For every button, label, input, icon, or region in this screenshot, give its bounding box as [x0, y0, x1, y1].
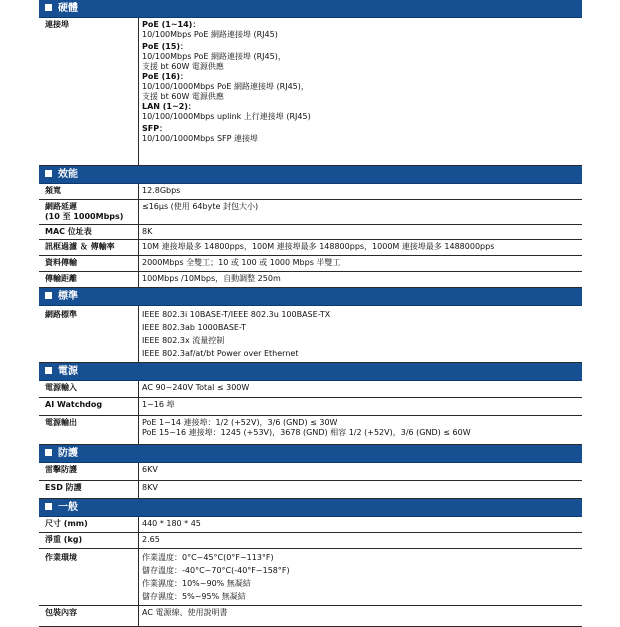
spec-value	[139, 240, 582, 255]
spec-value-line: 10/100/1000Mbps uplink 上行連接埠 (RJ45)	[142, 112, 311, 121]
spec-label-line: 作業環境	[45, 553, 77, 562]
spec-value-line: 作業濕度：10%~90% 無凝結	[142, 579, 251, 588]
spec-label	[39, 240, 139, 255]
spec-subheading: SFP：	[142, 124, 168, 133]
spec-value-line: 支援 bt 60W 電源供應	[142, 62, 224, 71]
spec-subheading: PoE (16)：	[142, 72, 189, 81]
spec-value-line: 10/100Mbps PoE 網路連接埠 (RJ45)，	[142, 52, 286, 61]
section-header	[39, 0, 582, 18]
spec-row	[39, 225, 582, 240]
spec-label	[39, 256, 139, 271]
spec-label	[39, 184, 139, 199]
spec-subheading: PoE (15)：	[142, 42, 189, 51]
spec-label-line: 連接埠	[45, 20, 69, 29]
spec-row	[39, 463, 582, 481]
spec-label	[39, 463, 139, 480]
spec-row	[39, 306, 582, 363]
spec-label-line: 訊框過濾 ＆ 傳輸率	[45, 242, 115, 251]
spec-label	[39, 517, 139, 532]
square-bullet-icon	[45, 503, 52, 510]
spec-row	[39, 549, 582, 606]
spec-row	[39, 272, 582, 288]
spec-row	[39, 381, 582, 398]
spec-value	[139, 381, 582, 397]
spec-value-line: 440 * 180 * 45	[142, 519, 201, 528]
spec-row	[39, 240, 582, 256]
spec-value-line: 2000Mbps 全雙工；10 或 100 或 1000 Mbps 半雙工	[142, 258, 341, 267]
spec-value-line: 10/100/1000Mbps PoE 網路連接埠 (RJ45)，	[142, 82, 309, 91]
spec-value-line: PoE 1~14 連接埠：1/2 (+52V)，3/6 (GND) ≤ 30W	[142, 418, 338, 427]
spec-label-line: 包裝內容	[45, 608, 77, 617]
spec-value-line: 儲存濕度：5%~95% 無凝結	[142, 592, 246, 601]
spec-value-line: 2.65	[142, 535, 160, 544]
spec-value	[139, 200, 582, 224]
square-bullet-icon	[45, 4, 52, 11]
spec-label	[39, 306, 139, 362]
spec-value	[139, 225, 582, 239]
spec-label-line: ESD 防護	[45, 483, 82, 492]
spec-label-line: 淨重 (kg)	[45, 535, 83, 544]
spec-value	[139, 549, 582, 605]
square-bullet-icon	[45, 170, 52, 177]
spec-value	[139, 416, 582, 444]
spec-label	[39, 398, 139, 415]
spec-label-line: AI Watchdog	[45, 400, 103, 409]
section-title: 效能	[58, 169, 78, 180]
section-title: 電源	[58, 366, 78, 377]
spec-label	[39, 225, 139, 239]
spec-label-line: 網路延遲	[45, 202, 77, 211]
spec-value-line: 10M 連接埠最多 14800pps，100M 連接埠最多 148800pps，1000M 連接埠最多 1488000pps	[142, 242, 495, 251]
spec-table	[39, 0, 582, 627]
spec-label	[39, 606, 139, 626]
spec-label-line: 傳輸距離	[45, 274, 77, 283]
spec-label	[39, 18, 139, 165]
section-title: 防護	[58, 448, 78, 459]
spec-label	[39, 533, 139, 548]
spec-value-line: 10/100Mbps PoE 網路連接埠 (RJ45)	[142, 30, 278, 39]
spec-row	[39, 184, 582, 200]
spec-value-line: IEEE 802.3x 流量控制	[142, 336, 225, 345]
spec-label	[39, 272, 139, 287]
spec-value	[139, 481, 582, 498]
spec-label	[39, 416, 139, 444]
spec-value-line: AC 90~240V Total ≤ 300W	[142, 383, 250, 392]
section-header	[39, 445, 582, 463]
spec-value	[139, 306, 582, 362]
spec-label-line: 尺寸 (mm)	[45, 519, 88, 528]
spec-value-line: 100Mbps /10Mbps，自動調整 250m	[142, 274, 281, 283]
spec-value-line: 6KV	[142, 465, 158, 474]
spec-row	[39, 256, 582, 272]
spec-label	[39, 549, 139, 605]
spec-value-line: IEEE 802.3ab 1000BASE-T	[142, 323, 246, 332]
spec-row	[39, 200, 582, 225]
section-title: 一般	[58, 502, 78, 513]
section-header	[39, 499, 582, 517]
spec-row	[39, 533, 582, 549]
section-header	[39, 288, 582, 306]
spec-label-line: 電源輸入	[45, 383, 77, 392]
spec-value	[139, 533, 582, 548]
spec-value	[139, 517, 582, 532]
spec-subheading: PoE (1~14)：	[142, 20, 201, 29]
spec-label-line: (10 至 1000Mbps)	[45, 212, 124, 221]
spec-value	[139, 272, 582, 287]
spec-value	[139, 398, 582, 415]
spec-value	[139, 606, 582, 626]
spec-value-line: 儲存溫度：-40°C~70°C(-40°F~158°F)	[142, 566, 290, 575]
spec-value-line: AC 電源線、使用說明書	[142, 608, 228, 617]
spec-value-line: 12.8Gbps	[142, 186, 181, 195]
square-bullet-icon	[45, 292, 52, 299]
section-header	[39, 363, 582, 381]
section-title: 標準	[58, 291, 78, 302]
spec-row	[39, 18, 582, 166]
spec-value-line: PoE 15~16 連接埠：1245 (+53V)，3678 (GND) 相容 1/2 (+52V)，3/6 (GND) ≤ 60W	[142, 428, 471, 437]
spec-label-line: MAC 位址表	[45, 227, 92, 236]
spec-value-line: ≤16μs (使用 64byte 封包大小)	[142, 202, 259, 211]
spec-subheading: LAN (1~2)：	[142, 102, 196, 111]
spec-label	[39, 200, 139, 224]
square-bullet-icon	[45, 367, 52, 374]
spec-value-line: 支援 bt 60W 電源供應	[142, 92, 224, 101]
spec-row	[39, 398, 582, 416]
spec-value-line: 1~16 埠	[142, 400, 175, 409]
spec-value	[139, 18, 582, 165]
spec-row	[39, 481, 582, 499]
spec-value-line: 8KV	[142, 483, 158, 492]
section-title: 硬體	[58, 3, 78, 14]
spec-label-line: 雷擊防護	[45, 465, 77, 474]
spec-value	[139, 184, 582, 199]
spec-value	[139, 256, 582, 271]
section-header	[39, 166, 582, 184]
square-bullet-icon	[45, 449, 52, 456]
spec-row	[39, 416, 582, 445]
spec-label	[39, 481, 139, 498]
spec-label	[39, 381, 139, 397]
spec-row	[39, 517, 582, 533]
spec-row	[39, 606, 582, 627]
spec-label-line: 頻寬	[45, 186, 61, 195]
spec-label-line: 電源輸出	[45, 418, 77, 427]
spec-value-line: 8K	[142, 227, 153, 236]
spec-value	[139, 463, 582, 480]
spec-label-line: 網路標準	[45, 310, 77, 319]
spec-value-line: IEEE 802.3i 10BASE-T/IEEE 802.3u 100BASE-TX	[142, 310, 331, 319]
spec-value-line: IEEE 802.3af/at/bt Power over Ethernet	[142, 349, 299, 358]
spec-value-line: 作業溫度：0°C~45°C(0°F~113°F)	[142, 553, 274, 562]
spec-value-line: 10/100/1000Mbps SFP 連接埠	[142, 134, 259, 143]
spec-label-line: 資料傳輸	[45, 258, 77, 267]
